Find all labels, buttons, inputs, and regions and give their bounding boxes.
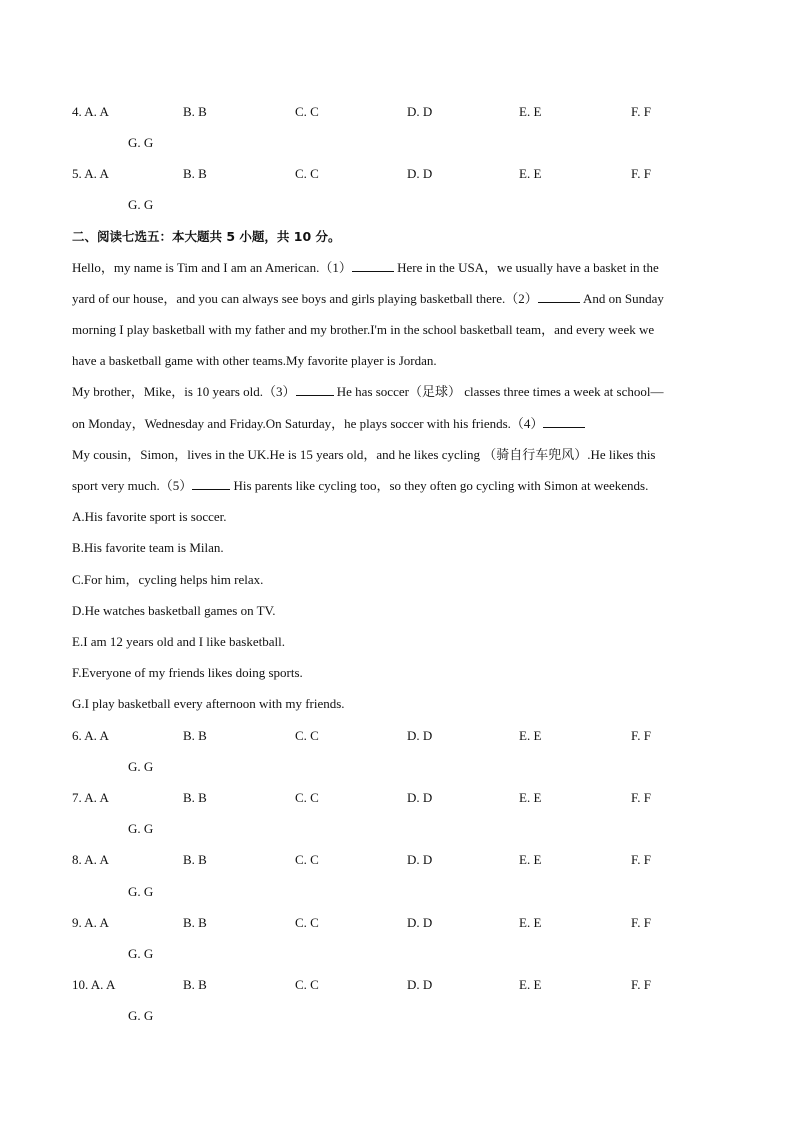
option-b[interactable]: B. B [183,104,207,119]
option-e[interactable]: E. E [519,977,542,992]
option-b[interactable]: B. B [183,790,207,805]
question-9-options [72,914,732,932]
passage-line: My brother，Mike，is 10 years old.（3） He has soccer（足球） classes three times a week at school— [72,384,664,399]
option-b[interactable]: B. B [183,728,207,743]
option-c[interactable]: C. C [295,166,319,181]
passage-line: yard of our house，and you can always see boys and girls playing basketball there.（2） And on Sunday [72,291,664,306]
answer-blank-5[interactable] [192,477,230,490]
option-d[interactable]: D. D [407,790,433,805]
option-a[interactable]: 10. A. A [72,977,116,992]
option-c[interactable]: C. C [295,790,319,805]
question-8-options [72,851,732,869]
passage-line: My cousin，Simon，lives in the UK.He is 15 years old，and he likes cycling （骑自行车兜风）.He likes this [72,447,656,462]
option-f[interactable]: F. F [631,104,651,119]
option-c[interactable]: C. C [295,977,319,992]
option-f[interactable]: F. F [631,915,651,930]
choice-a: A.His favorite sport is soccer. [72,509,227,524]
question-10-options [72,976,732,994]
question-6-options [72,727,732,745]
option-f[interactable]: F. F [631,790,651,805]
option-f[interactable]: F. F [631,852,651,867]
option-a[interactable]: 9. A. A [72,915,109,930]
choice-g: G.I play basketball every afternoon with my friends. [72,696,345,711]
option-a[interactable]: 8. A. A [72,852,109,867]
option-f[interactable]: F. F [631,166,651,181]
option-d[interactable]: D. D [407,728,433,743]
option-c[interactable]: C. C [295,728,319,743]
option-e[interactable]: E. E [519,852,542,867]
passage-line: have a basketball game with other teams.My favorite player is Jordan. [72,353,437,368]
choice-e: E.I am 12 years old and I like basketball. [72,634,285,649]
option-f[interactable]: F. F [631,977,651,992]
passage-line: on Monday，Wednesday and Friday.On Saturday，he plays soccer with his friends.（4） [72,415,585,433]
option-d[interactable]: D. D [407,915,433,930]
choice-d: D.He watches basketball games on TV. [72,603,276,618]
option-f[interactable]: F. F [631,728,651,743]
answer-blank-1[interactable] [352,259,394,272]
section-heading: 二、阅读七选五：本大题共 5 小题，共 10 分。 [72,229,341,244]
choice-c: C.For him，cycling helps him relax. [72,572,264,587]
option-g[interactable]: G. G [128,1008,154,1023]
option-e[interactable]: E. E [519,104,542,119]
answer-blank-2[interactable] [538,290,580,303]
option-e[interactable]: E. E [519,728,542,743]
question-4-options [72,103,732,121]
option-a[interactable]: 6. A. A [72,728,109,743]
option-c[interactable]: C. C [295,104,319,119]
passage-line: morning I play basketball with my father and my brother.I'm in the school basketball team，and every week we [72,322,655,337]
option-c[interactable]: C. C [295,915,319,930]
choice-b: B.His favorite team is Milan. [72,540,224,555]
option-g[interactable]: G. G [128,197,154,212]
option-g[interactable]: G. G [128,946,154,961]
option-g[interactable]: G. G [128,135,154,150]
option-d[interactable]: D. D [407,852,433,867]
passage-line: sport very much.（5） His parents like cycling too，so they often go cycling with Simon at weekends. [72,478,649,493]
option-b[interactable]: B. B [183,166,207,181]
option-c[interactable]: C. C [295,852,319,867]
answer-blank-4[interactable] [543,415,585,428]
option-b[interactable]: B. B [183,915,207,930]
choice-f: F.Everyone of my friends likes doing sports. [72,665,303,680]
option-b[interactable]: B. B [183,977,207,992]
option-e[interactable]: E. E [519,166,542,181]
passage-line: Hello，my name is Tim and I am an American.（1） Here in the USA，we usually have a basket in the [72,260,659,275]
option-a[interactable]: 7. A. A [72,790,109,805]
option-g[interactable]: G. G [128,884,154,899]
option-d[interactable]: D. D [407,104,433,119]
option-a[interactable]: 4. A. A [72,104,109,119]
option-g[interactable]: G. G [128,759,154,774]
answer-blank-3[interactable] [296,383,334,396]
option-g[interactable]: G. G [128,821,154,836]
option-e[interactable]: E. E [519,790,542,805]
option-e[interactable]: E. E [519,915,542,930]
option-d[interactable]: D. D [407,166,433,181]
question-7-options [72,789,732,807]
question-5-options [72,165,732,183]
option-a[interactable]: 5. A. A [72,166,109,181]
option-d[interactable]: D. D [407,977,433,992]
option-b[interactable]: B. B [183,852,207,867]
